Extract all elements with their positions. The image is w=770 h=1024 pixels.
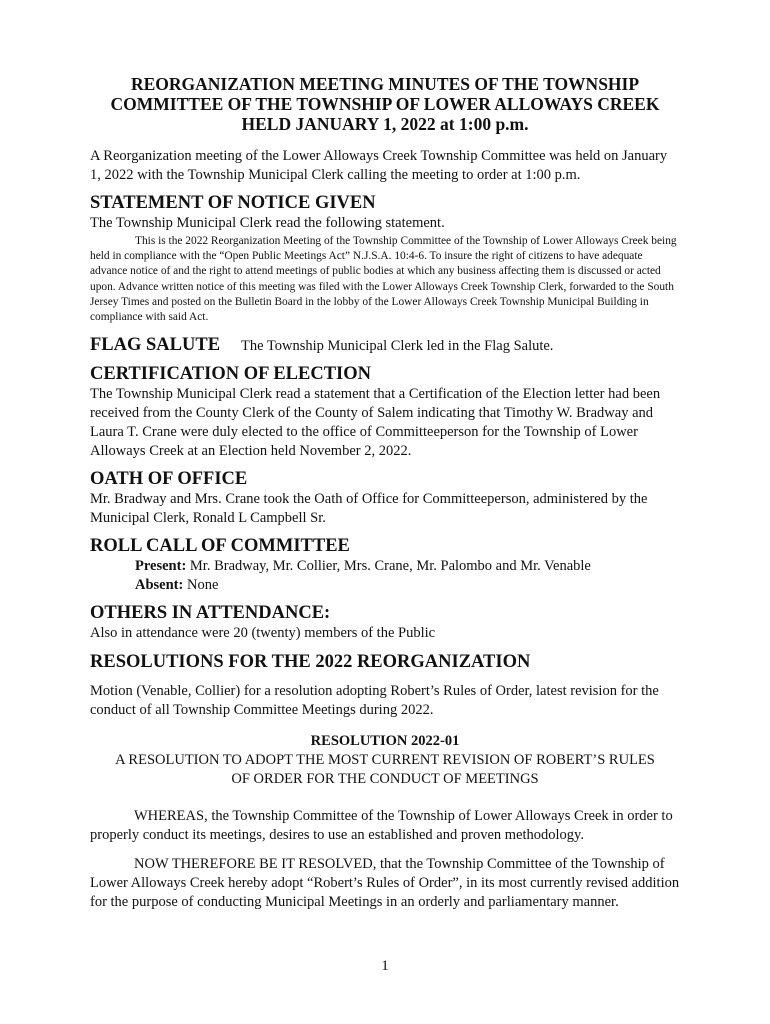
others-heading: OTHERS IN ATTENDANCE: (90, 603, 331, 624)
resolution-title-line-1: A RESOLUTION TO ADOPT THE MOST CURRENT REVISION OF ROBERT’S RULES (115, 752, 655, 769)
page-number: 1 (381, 958, 389, 974)
oath-text: Mr. Bradway and Mrs. Crane took the Oath of Office for Committeeperson, administered by the Municipal Clerk, Ronald L Campbell Sr. (90, 491, 648, 527)
others-text: Also in attendance were 20 (twenty) members of the Public (90, 625, 436, 642)
title-line-2: COMMITTEE OF THE TOWNSHIP OF LOWER ALLOWAYS CREEK (110, 94, 660, 114)
flag-salute-text: The Township Municipal Clerk led in the Flag Salute. (241, 338, 554, 355)
resolution-motion: Motion (Venable, Collier) for a resolution adopting Robert’s Rules of Order, latest revision for the conduct of all Township Committee Meetings during 2022. (90, 683, 659, 719)
roll-absent (90, 576, 680, 595)
notice-line: The Township Municipal Clerk read the following statement. (90, 215, 445, 231)
intro-paragraph: A Reorganization meeting of the Lower Alloways Creek Township Committee was held on January 1, 2022 with the Township Municipal Clerk calling the meeting to order at 1:00 p.m. (90, 148, 668, 183)
resolution-number: RESOLUTION 2022-01 (310, 733, 460, 750)
present-label: Present: (135, 558, 187, 575)
flag-salute-row (90, 334, 680, 356)
present-names: Mr. Bradway, Mr. Collier, Mrs. Crane, Mr. Palombo and Mr. Venable (186, 558, 591, 575)
resolution-title-line-2: OF ORDER FOR THE CONDUCT OF MEETINGS (231, 771, 539, 788)
certification-heading: CERTIFICATION OF ELECTION (90, 364, 372, 385)
certification-text: The Township Municipal Clerk read a statement that a Certification of the Election letter had been received from the County Clerk of the County of Salem indicating that Timothy W. Bradway and Laura T. Crane were duly elected to the office of Committeeperson for the Township of Lower Alloways Creek at an Election held November 2, 2022. (90, 386, 661, 460)
whereas-paragraph: WHEREAS, the Township Committee of the Township of Lower Alloways Creek in order to properly conduct its meetings, desires to use an established and proven methodology. (90, 808, 673, 844)
resolutions-heading: RESOLUTIONS FOR THE 2022 REORGANIZATION (90, 652, 531, 673)
notice-statement: This is the 2022 Reorganization Meeting of the Township Committee of the Township of Lower Alloways Creek being held in compliance with the “Open Public Meetings Act” N.J.S.A. 10:4-6. To insure the right of citizens to have adequate advance notice of and the right to attend meetings of public bodies at which any business affecting them is discussed or acted upon. Advance written notice of this meeting was filed with the Lower Alloways Creek Township Clerk, forwarded to the South Jersey Times and posted on the Bulletin Board in the lobby of the Lower Alloways Creek Township Municipal Building in compliance with said Act. (90, 235, 677, 324)
title-line-3: HELD JANUARY 1, 2022 at 1:00 p.m. (241, 114, 529, 134)
roll-present (90, 557, 680, 576)
absent-label: Absent: (135, 577, 184, 594)
notice-heading: STATEMENT OF NOTICE GIVEN (90, 193, 376, 213)
absent-names: None (183, 577, 219, 594)
document-page (90, 74, 680, 912)
oath-heading: OATH OF OFFICE (90, 469, 248, 490)
flag-salute-heading: FLAG SALUTE (90, 335, 221, 356)
resolved-paragraph: NOW THEREFORE BE IT RESOLVED, that the Township Committee of the Township of Lower Alloways Creek hereby adopt “Robert’s Rules of Order”, in its most currently revised addition for the purpose of conducting Municipal Meetings in an orderly and parliamentary manner. (90, 856, 680, 911)
title-line-1: REORGANIZATION MEETING MINUTES OF THE TOWNSHIP (130, 74, 640, 94)
roll-call-heading: ROLL CALL OF COMMITTEE (90, 536, 350, 557)
document-title (90, 74, 680, 134)
